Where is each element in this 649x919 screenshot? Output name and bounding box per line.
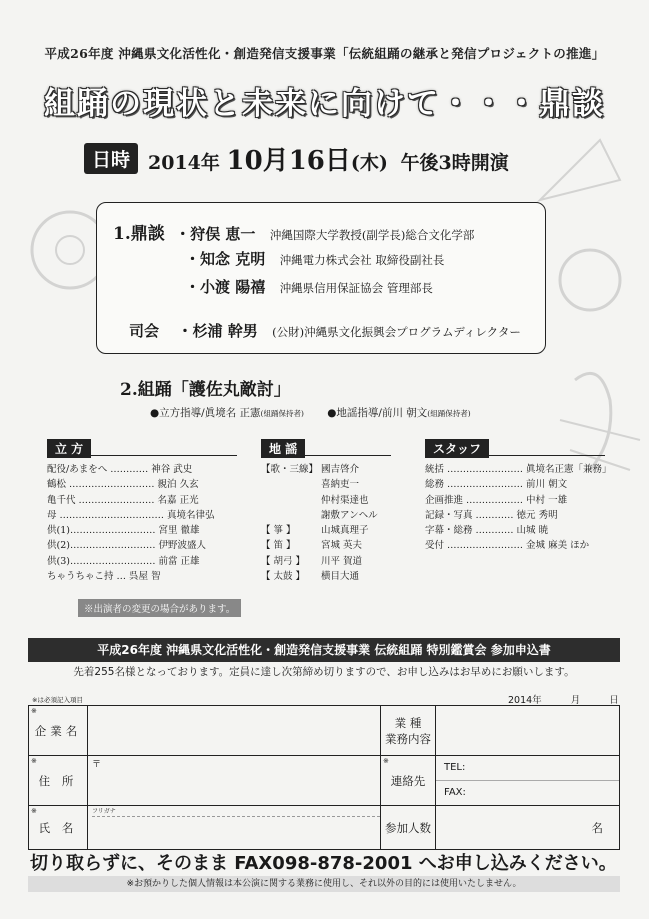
panelist-title: 沖縄国際大学教授(副学長)総合文化学部	[269, 228, 475, 242]
cast-change-note: ※出演者の変更の場合があります。	[78, 599, 241, 617]
panelist-title: 沖縄電力株式会社 取締役副社長	[279, 253, 445, 267]
jiutai-row	[261, 554, 391, 569]
industry-label: 業 種	[394, 715, 422, 730]
date-month: 10月	[226, 145, 289, 176]
industry-label-cell	[381, 706, 436, 756]
jiutai-name: 川平 賀道	[321, 555, 363, 567]
jiutai-role: 【 箏 】	[261, 525, 296, 537]
staff-name: 中村 一雄	[526, 494, 568, 506]
panelist-1	[113, 219, 474, 244]
tachikata-heading: 立 方	[47, 439, 91, 458]
director-2-note: (組踊保持者)	[427, 409, 471, 418]
furigana-label: フリガナ	[92, 808, 116, 815]
jiutai-role: 【 胡弓 】	[261, 555, 306, 567]
jiutai-name: 仲村渠達也	[321, 494, 369, 506]
tachikata-row	[47, 493, 237, 508]
staff-row	[425, 508, 605, 523]
staff-name: 眞境名正憲「兼務」	[526, 464, 612, 475]
director-1-note: (組踊保持者)	[260, 409, 304, 418]
staff-heading: スタッフ	[425, 439, 489, 458]
panelist-name: ・小渡 陽禧	[185, 278, 266, 296]
staff-role: 受付 ……………………	[425, 540, 527, 552]
tachikata-role: 配役/あまをへ …………	[47, 464, 152, 475]
tachikata-role: 供(3)………………………	[47, 555, 159, 567]
date-weekday: (木)	[350, 151, 388, 174]
date-year: 2014年	[148, 151, 220, 174]
fax-label: FAX:	[444, 787, 466, 798]
tachikata-name: 伊野波盛人	[158, 540, 206, 552]
industry-field[interactable]	[436, 706, 620, 756]
tachikata-role: 供(1)………………………	[47, 525, 159, 537]
staff-row	[425, 523, 605, 538]
tel-label: TEL:	[444, 762, 466, 773]
attendees-label: 参加人数	[385, 820, 431, 835]
company-field[interactable]	[88, 706, 381, 756]
part2-heading: 2.組踊「護佐丸敵討」	[120, 380, 291, 400]
staff-row	[425, 493, 605, 508]
moderator-name: ・杉浦 幹男	[177, 322, 258, 340]
event-title: 組踊の現状と未来に向けて・・・鼎談	[44, 86, 605, 122]
jiutai-role: 【 太鼓 】	[261, 571, 306, 583]
staff-role: 企画推進 ………………	[425, 494, 527, 506]
panelist-name: ・狩俣 恵一	[175, 225, 256, 243]
company-label: 企業名	[34, 723, 82, 738]
jiutai-list	[261, 462, 391, 584]
jiutai-name: 謝敷アンヘル	[321, 509, 378, 521]
staff-row	[425, 477, 605, 492]
date-day-fill: 日	[609, 695, 619, 706]
moderator-title: (公財)沖縄県文化振興会プログラムディレクター	[272, 325, 521, 339]
panelist-name: ・知念 克明	[185, 250, 266, 268]
application-form	[28, 705, 620, 850]
tachikata-row	[47, 569, 237, 584]
staff-row	[425, 538, 605, 553]
date-label: 日時	[84, 143, 138, 174]
tachikata-name: 名嘉 正光	[157, 494, 199, 506]
tachikata-row	[47, 477, 237, 492]
tachikata-name: 前當 正雄	[158, 555, 200, 567]
staff-role: 総務 ……………………	[425, 479, 527, 491]
staff-name: 前川 朝文	[526, 479, 568, 491]
tachikata-name: 神谷 武史	[151, 464, 193, 475]
address-field[interactable]	[88, 756, 381, 806]
staff-section	[425, 438, 612, 554]
staff-role: 統括 ……………………	[425, 464, 527, 475]
staff-row	[425, 462, 612, 477]
panelist-title: 沖縄県信用保証協会 管理部長	[279, 281, 433, 295]
name-label: 氏 名	[38, 820, 78, 835]
date-day: 16日	[288, 145, 351, 176]
jiutai-name: 山城真理子	[321, 525, 369, 537]
director-2: ●地謡指導/前川 朝文	[327, 407, 428, 419]
contact-field[interactable]	[436, 756, 620, 806]
contact-label: 連絡先	[390, 773, 426, 788]
tachikata-name: 真境名律弘	[167, 509, 215, 521]
fax-instruction: 切り取らずに、そのまま FAX098-878-2001 へお申し込みください。	[30, 853, 617, 874]
attendees-unit: 名	[591, 820, 603, 835]
jiutai-row	[261, 508, 391, 523]
jiutai-row	[261, 569, 391, 584]
tachikata-role: 母 ……………………………	[47, 509, 168, 521]
jiutai-name: 横目大通	[321, 571, 360, 583]
date-time: 午後3時開演	[400, 151, 509, 174]
jiutai-name: 宮城 英夫	[321, 540, 363, 552]
tachikata-role: 亀千代 ……………………	[47, 494, 158, 506]
date-month-fill: 月	[570, 695, 581, 706]
tachikata-name: 呉屋 智	[129, 571, 161, 583]
directors-line	[150, 405, 471, 420]
name-field[interactable]	[88, 806, 381, 850]
jiutai-row	[261, 523, 391, 538]
tachikata-role: 供(2)………………………	[47, 540, 159, 552]
date-year-fill: 2014年	[508, 695, 542, 706]
jiutai-row	[261, 538, 391, 553]
discussion-panel	[96, 202, 546, 354]
contact-label-cell: ※ 連絡先	[381, 756, 436, 806]
staff-name: 徳元 秀明	[516, 509, 558, 521]
tachikata-row	[47, 554, 237, 569]
panelist-3	[185, 276, 433, 297]
privacy-notice: ※お預かりした個人情報は本公演に関する業務に使用し、それ以外の目的には使用いたしません。	[28, 876, 620, 892]
tachikata-row	[47, 538, 237, 553]
tachikata-row	[47, 508, 237, 523]
jiutai-section	[261, 438, 391, 584]
tachikata-row	[47, 462, 237, 477]
event-subtitle: 平成26年度 沖縄県文化活性化・創造発信支援事業「伝統組踊の継承と発信プロジェクトの推進」	[44, 46, 605, 61]
tachikata-section	[47, 438, 237, 584]
attendees-field[interactable]	[436, 806, 620, 850]
event-date	[84, 142, 509, 174]
jiutai-row	[261, 462, 391, 477]
address-label: 住 所	[38, 773, 78, 788]
panelist-2	[185, 248, 444, 269]
application-date	[508, 692, 619, 706]
tachikata-row	[47, 523, 237, 538]
tachikata-name: 親泊 久玄	[157, 479, 199, 491]
staff-name: 金城 麻美 ほか	[526, 540, 590, 552]
company-label-cell: ※ 企業名	[29, 706, 88, 756]
jiutai-name: 喜納吏一	[321, 479, 360, 491]
tachikata-list	[47, 462, 237, 584]
part1-heading: 1.鼎談	[113, 224, 165, 244]
moderator	[129, 320, 521, 341]
attendees-label-cell	[381, 806, 436, 850]
required-fields-note: ※は必須記入項目	[32, 696, 83, 704]
application-form-title: 平成26年度 沖縄県文化活性化・創造発信支援事業 伝統組踊 特別鑑賞会 参加申込書	[28, 638, 620, 662]
fax-line[interactable]	[436, 781, 619, 805]
staff-list	[425, 462, 612, 554]
jiutai-heading: 地 謡	[261, 439, 305, 458]
staff-role: 記録・写真 …………	[425, 509, 517, 521]
moderator-label: 司会	[129, 322, 160, 340]
industry-label2: 業務内容	[385, 731, 431, 746]
jiutai-row	[261, 493, 391, 508]
tachikata-name: 宮里 徹雄	[158, 525, 200, 537]
staff-name: 山城 暁	[516, 525, 549, 537]
jiutai-role: 【 笛 】	[261, 540, 296, 552]
tachikata-role: 鶴松 ………………………	[47, 479, 158, 491]
tachikata-role: ちゃうちゃこ持 …	[47, 571, 130, 583]
first-come-notice: 先着255名様となっております。定員に達し次第締め切りますので、お申し込みはお早めにお願いします。	[73, 666, 575, 678]
tel-line[interactable]	[436, 756, 619, 781]
director-1: ●立方指導/眞境名 正憲	[150, 407, 261, 419]
jiutai-row	[261, 477, 391, 492]
jiutai-name: 國吉啓介	[321, 464, 360, 475]
staff-role: 字幕・総務 …………	[425, 525, 517, 537]
address-label-cell: ※ 住 所	[29, 756, 88, 806]
jiutai-role: 【歌・三線】	[261, 464, 319, 475]
name-label-cell: ※ 氏 名	[29, 806, 88, 850]
postal-mark: 〒	[92, 760, 102, 770]
